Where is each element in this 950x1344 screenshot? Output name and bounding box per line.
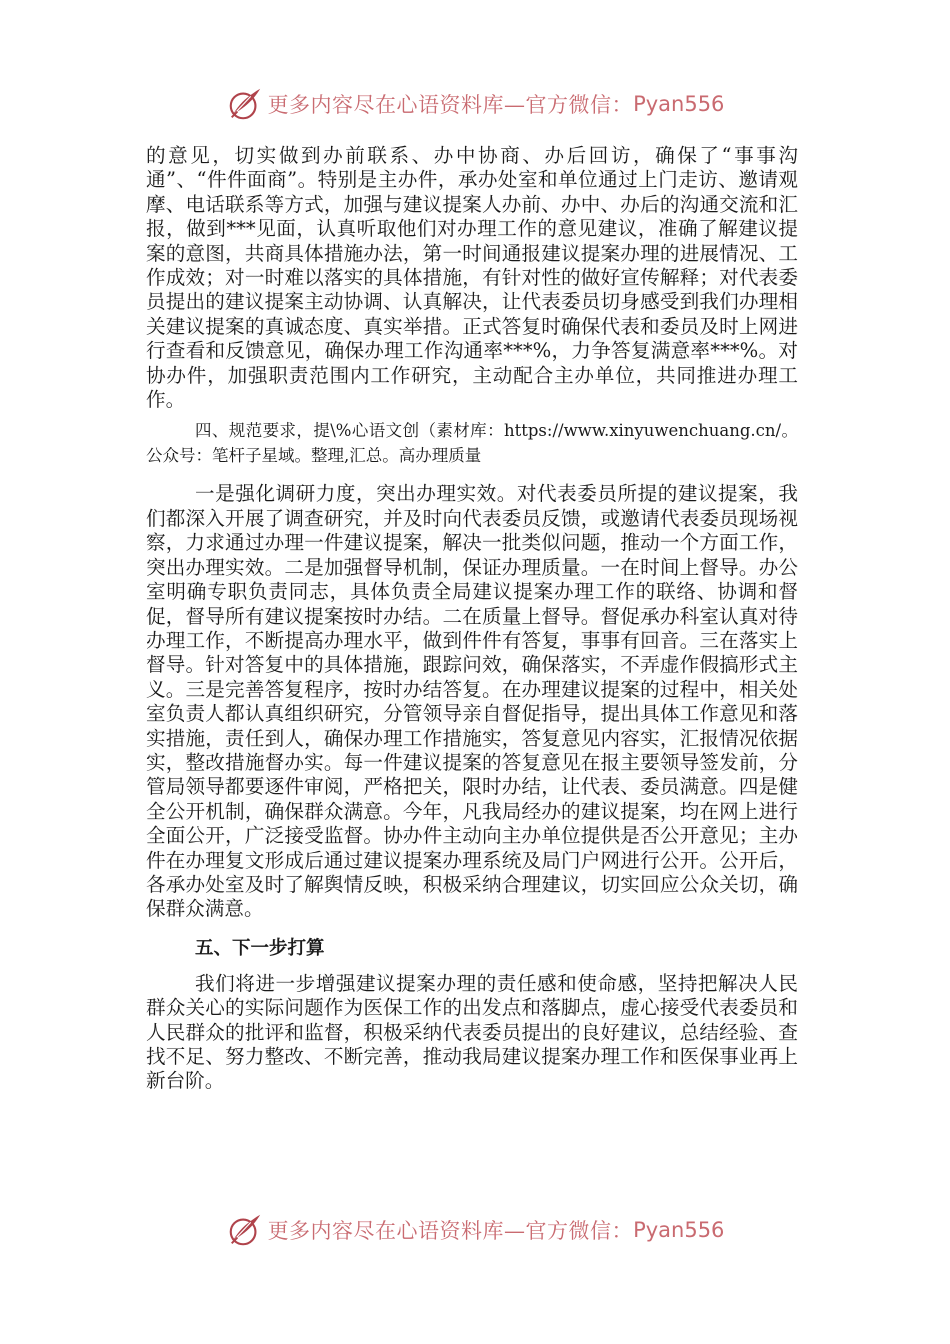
section-5-paragraph: 我们将进一步增强建议提案办理的责任感和使命感，坚持把解决人民群众关心的实际问题作为医保工作的出发点和落脚点，虚心接受代表委员和人民群众的批评和监督，积极采纳代表委员提出的良好建议，总结经验、查找不足、努力整改、不断完善，推动我局建议提案办理工作和医保事业再上新台阶。 xyxy=(146,971,798,1093)
banner-text: 更多内容尽在心语资料库—官方微信： xyxy=(267,1219,634,1243)
section-4-paragraph: 一是强化调研力度，突出办理实效。对代表委员所提的建议提案，我们都深入开展了调查研究，并及时向代表委员反馈，或邀请代表委员现场视察，力求通过办理一件建议提案，解决一批类似问题，推动一个方面工作，突出办理实效。二是加强督导机制，保证办理质量。一在时间上督导。办公室明确专职负责同志，具体负责全局建议提案办理工作的联络、协调和督促，督导所有建议提案按时办结。二在质量上督导。督促承办科室认真对待办理工作，不断提高办理水平，做到件件有答复，事事有回音。三在落实上督导。针对答复中的具体措施，跟踪问效，确保落实，不弄虚作假搞形式主义。三是完善答复程序，按时办结答复。在办理建议提案的过程中，相关处室负责人都认真组织研究，分管领导亲自督促指导，提出具体工作意见和落实措施，责任到人，确保办理工作措施实，答复意见内容实，汇报情况依据实，整改措施督办实。每一件建议提案的答复意见在报主要领导签发前，分管局领导都要逐件审阅，严格把关，限时办结，让代表、委员满意。四是健全公开机制，确保群众满意。今年，凡我局经办的建议提案，均在网上进行全面公开，广泛接受监督。协办件主动向主办单位提供是否公开意见；主办件在办理复文形成后通过建议提案办理系统及局门户网进行公开。公开后，各承办处室及时了解舆情反映，积极采纳合理建议，切实回应公众关切，确保群众满意。 xyxy=(146,482,798,921)
footer-banner xyxy=(0,1208,950,1252)
document-body xyxy=(146,144,798,1094)
banner-wechat-id: Pyan556 xyxy=(633,92,725,116)
paragraph-continued: 的意见，切实做到办前联系、办中协商、办后回访，确保了“事事沟通”、“件件面商”。特别是主办件，承办处室和单位通过上门走访、邀请观摩、电话联系等方式，加强与建议提案人办前、办中、办后的沟通交流和汇报，做到***见面，认真听取他们对办理工作的意见建议，准确了解建议提案的意图，共商具体措施办法，第一时间通报建议提案办理的进展情况、工作成效；对一时难以落实的具体措施，有针对性的做好宣传解释；对代表委员提出的建议提案主动协调、认真解决，让代表委员切身感受到我们办理相关建议提案的真诚态度、真实举措。正式答复时确保代表和委员及时上网进行查看和反馈意见，确保办理工作沟通率***%，力争答复满意率***%。对协办件，加强职责范围内工作研究，主动配合主办单位，共同推进办理工作。 xyxy=(146,144,798,412)
section-4-heading: 四、规范要求，提\%心语文创（素材库：https://www.xinyuwenchuang.cn/。公众号：笔杆子星域。整理,汇总。高办理质量 xyxy=(146,421,798,466)
section-5-heading: 五、下一步打算 xyxy=(195,937,325,959)
quill-logo-icon xyxy=(226,85,264,123)
header-banner xyxy=(0,82,950,126)
banner-text: 更多内容尽在心语资料库—官方微信： xyxy=(267,93,634,117)
banner-wechat-id: Pyan556 xyxy=(633,1218,725,1242)
quill-logo-icon xyxy=(226,1211,264,1249)
